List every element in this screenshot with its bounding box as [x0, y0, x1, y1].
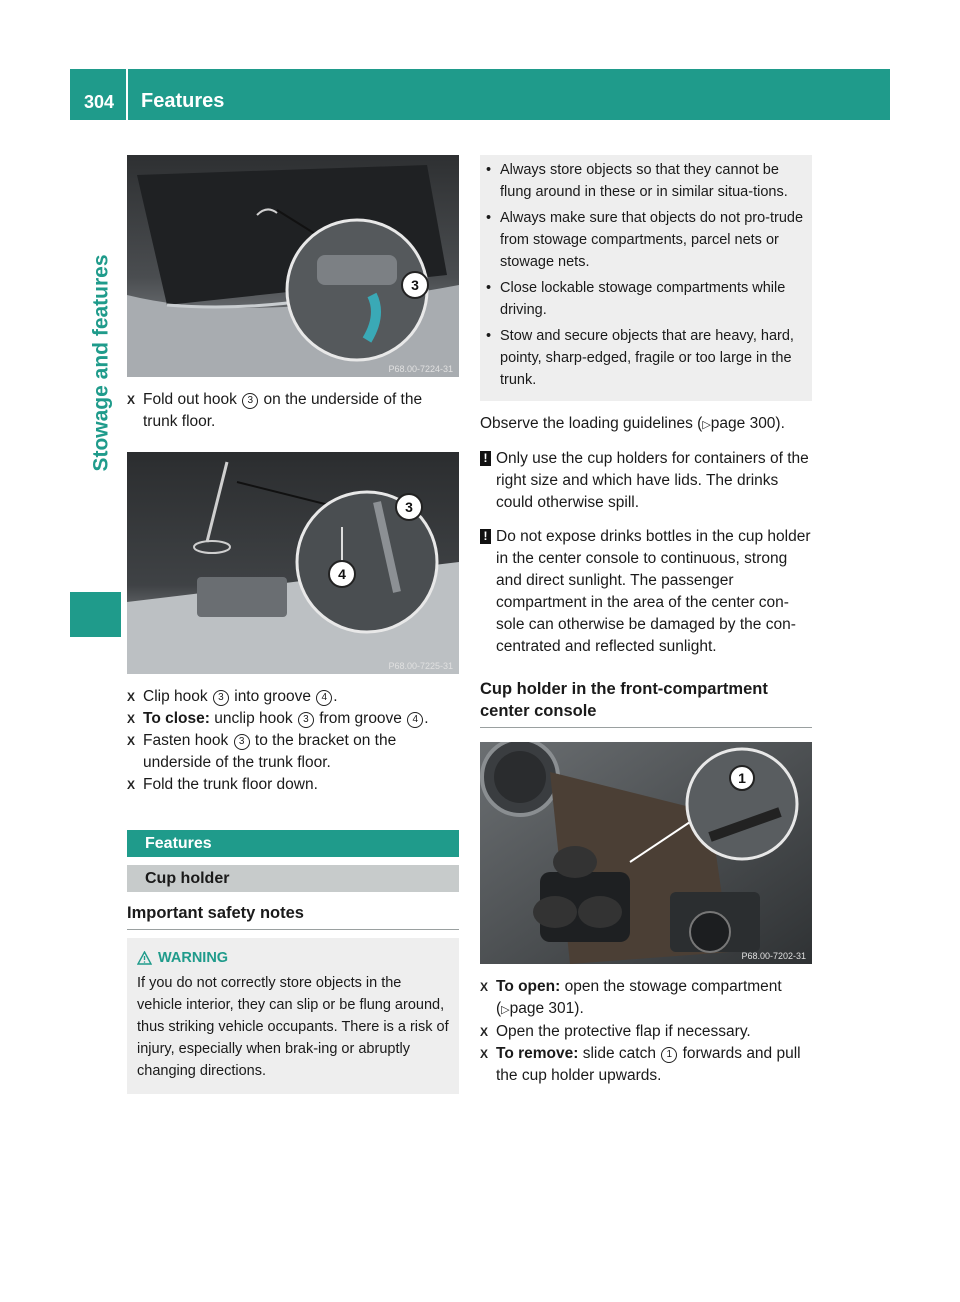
section-heading-cup-holder: Cup holder: [127, 865, 459, 892]
warning-bullet: • Stow and secure objects that are heavy, hard, pointy, sharp-edged, fragile or too large in the trunk.: [486, 325, 806, 391]
callout-4-label: 4: [338, 566, 346, 582]
callout-3: 3: [298, 712, 314, 728]
warning-bullet: • Close lockable stowage compartments while driving.: [486, 277, 806, 321]
photo-code: P68.00-7225-31: [388, 661, 453, 671]
bullet-icon: •: [486, 280, 492, 296]
subheading-important-safety-notes: Important safety notes: [127, 902, 459, 930]
callout-3: 3: [242, 393, 258, 409]
trunk-groove-illustration: [127, 452, 459, 674]
warning-triangle-icon: [137, 951, 152, 965]
trunk-hook-illustration: [127, 155, 459, 377]
photo-code: P68.00-7224-31: [388, 364, 453, 374]
bullet-icon: •: [486, 328, 492, 344]
notice-cup-holder-size: ! Only use the cup holders for containers of the right size and which have lids. The drinks could otherwise spill.: [480, 448, 812, 514]
arrow-icon: X: [127, 690, 136, 704]
bullet-icon: •: [486, 162, 492, 178]
callout-3: 3: [213, 690, 229, 706]
arrow-icon: X: [480, 980, 489, 994]
photo-code: P68.00-7202-31: [741, 951, 806, 961]
page-ref-triangle-icon: ▷: [702, 419, 711, 431]
callout-4: 4: [407, 712, 423, 728]
arrow-icon: X: [480, 1047, 489, 1061]
warning-box: [127, 938, 459, 1094]
notice-sunlight: ! Do not expose drinks bottles in the cup holder in the center console to continuous, strong and direct sunlight. The passenger compartment in the area of the center con-sole can otherwise be damaged by the con-centrated and reflected sunlight.: [480, 526, 812, 658]
callout-1-label: 1: [738, 770, 746, 786]
warning-continued-box: [480, 155, 812, 401]
warning-bullet: • Always make sure that objects do not pro-trude from stowage compartments, parcel nets or stowage nets.: [486, 207, 806, 273]
trunk-hook-photo: [127, 155, 459, 377]
step-to-close: X To close: unclip hook 3 from groove 4 .: [127, 708, 459, 730]
section-heading-features: Features: [127, 830, 459, 857]
page-ref-triangle-icon: ▷: [501, 1004, 510, 1016]
side-tab-marker: [70, 592, 121, 637]
step-fold-floor: X Fold the trunk floor down.: [127, 774, 459, 796]
notice-exclamation-icon: !: [480, 529, 491, 544]
arrow-icon: X: [127, 734, 136, 748]
callout-1: 1: [661, 1047, 677, 1063]
page-ref-link[interactable]: page 300).: [710, 415, 785, 432]
step-open-flap: X Open the protective flap if necessary.: [480, 1021, 812, 1043]
center-console-illustration: [480, 742, 812, 964]
page-title: Features: [141, 90, 225, 112]
side-section-label: Stowage and features: [90, 254, 113, 472]
step-clip-hook: X Clip hook 3 into groove 4 .: [127, 686, 459, 708]
loading-guidelines-ref: Observe the loading guidelines (▷page 300).: [480, 415, 785, 432]
warning-title: WARNING: [137, 950, 449, 966]
arrow-icon: X: [480, 1025, 489, 1039]
callout-3: 3: [234, 734, 250, 750]
warning-bullet: • Always store objects so that they cannot be flung around in these or in similar situa-tions.: [486, 159, 806, 203]
header-divider: [126, 69, 128, 120]
left-column: [127, 155, 459, 1094]
step-to-remove: X To remove: slide catch 1 forwards and pull the cup holder upwards.: [480, 1045, 801, 1084]
callout-3-label: 3: [405, 499, 413, 515]
step-fasten-hook: X Fasten hook 3 to the bracket on the underside of the trunk floor.: [127, 732, 397, 771]
page-ref-link[interactable]: page 301).: [509, 1000, 584, 1017]
trunk-groove-photo: [127, 452, 459, 674]
step-fold-out-hook: X Fold out hook 3 on the underside of the trunk floor.: [127, 391, 423, 430]
warning-text: If you do not correctly store objects in the vehicle interior, they can slip or be flung around, thus striking vehicle occupants. There is a risk of injury, especially when brak-ing or abruptly changing directions.: [137, 975, 449, 1079]
center-console-photo: [480, 742, 812, 964]
step-to-open: X To open: open the stowage compartment (▷page 301).: [480, 978, 782, 1017]
arrow-icon: X: [127, 712, 136, 726]
notice-exclamation-icon: !: [480, 451, 491, 466]
subheading-cup-holder-front: Cup holder in the front-compartment center console: [480, 678, 812, 728]
arrow-icon: X: [127, 393, 136, 407]
callout-3-label: 3: [411, 277, 419, 293]
bullet-icon: •: [486, 210, 492, 226]
right-column: [480, 155, 812, 1087]
callout-4: 4: [316, 690, 332, 706]
arrow-icon: X: [127, 778, 136, 792]
page-number: 304: [84, 92, 115, 112]
